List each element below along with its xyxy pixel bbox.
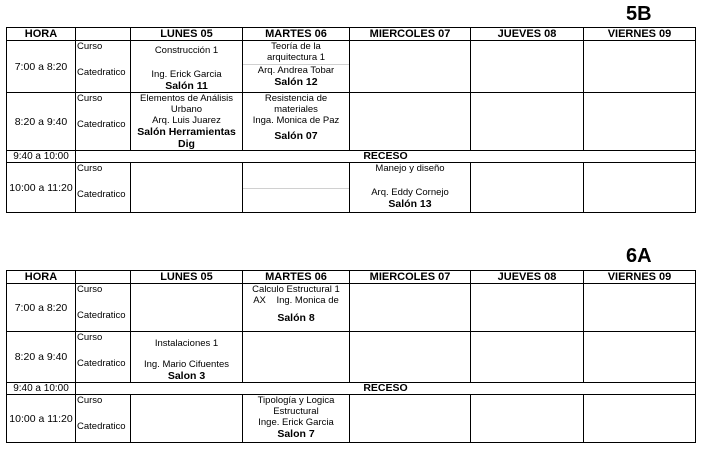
class-cell (243, 41, 350, 93)
teacher-label: Catedratico (77, 421, 126, 432)
course-label: Curso (77, 93, 103, 104)
header-lunes: LUNES 05 (131, 271, 243, 284)
table-row (7, 395, 696, 443)
row-labels (76, 93, 131, 151)
table-row (7, 41, 696, 93)
room-label: Salón Herramientas Dig (137, 126, 236, 150)
table-row (7, 93, 696, 151)
class-cell-empty (584, 284, 696, 332)
class-cell-empty (350, 41, 471, 93)
class-cell (131, 93, 243, 151)
row-labels (76, 163, 131, 213)
course-name-cont: materiales (274, 104, 318, 115)
header-jueves: JUEVES 08 (471, 28, 584, 41)
course-label: Curso (77, 41, 103, 52)
teacher-label: Catedratico (77, 189, 126, 200)
class-cell-empty (243, 332, 350, 383)
class-cell (131, 41, 243, 93)
header-miercoles: MIERCOLES 07 (350, 271, 471, 284)
group-label-6a: 6A (626, 245, 652, 267)
course-label: Curso (77, 395, 103, 406)
class-cell-empty (471, 332, 584, 383)
teacher-name: Arq. Luis Juarez (152, 115, 221, 126)
class-cell-empty (131, 163, 243, 213)
class-cell-empty (471, 41, 584, 93)
class-cell-empty (471, 284, 584, 332)
recess-label: RECESO (76, 383, 696, 395)
class-cell-empty (471, 163, 584, 213)
course-name-cont: Urbano (170, 104, 203, 115)
class-cell (131, 332, 243, 383)
row-labels (76, 284, 131, 332)
teacher-name: Arq. Andrea Tobar (257, 65, 335, 76)
time-cell: 10:00 a 11:20 (7, 163, 76, 213)
header-hora: HORA (7, 271, 76, 284)
header-lunes: LUNES 05 (131, 28, 243, 41)
course-label: Curso (77, 163, 103, 174)
recess-label: RECESO (76, 151, 696, 163)
teacher-name: Inga. Monica de Paz (252, 115, 340, 126)
room-label: Salón 07 (274, 130, 318, 142)
class-cell-empty (584, 332, 696, 383)
row-labels (76, 395, 131, 443)
teacher-name: Ing. Mario Cifuentes (143, 359, 229, 370)
class-cell-empty (243, 163, 350, 213)
teacher-label: Catedratico (77, 119, 126, 130)
header-blank (76, 271, 131, 284)
teacher-name: AX Ing. Monica de (253, 295, 339, 306)
class-cell-empty (350, 93, 471, 151)
recess-row (7, 151, 696, 163)
class-cell-empty (350, 284, 471, 332)
time-cell: 9:40 a 10:00 (7, 151, 76, 163)
schedule-table-6a (6, 270, 696, 443)
group-label-5b: 5B (626, 3, 652, 25)
teacher-name: Arq. Eddy Cornejo (371, 187, 449, 198)
time-cell: 7:00 a 8:20 (7, 284, 76, 332)
time-cell: 8:20 a 9:40 (7, 332, 76, 383)
table-row (7, 163, 696, 213)
teacher-label: Catedratico (77, 358, 126, 369)
header-viernes: VIERNES 09 (584, 28, 696, 41)
class-cell-empty (471, 93, 584, 151)
time-cell: 8:20 a 9:40 (7, 93, 76, 151)
header-martes: MARTES 06 (243, 271, 350, 284)
course-name: Elementos de Análisis (140, 93, 233, 104)
course-name: Manejo y diseño (375, 163, 445, 174)
room-label: Salon 3 (167, 370, 206, 382)
class-cell-empty (584, 395, 696, 443)
schedule-table-5b (6, 27, 696, 213)
class-cell-empty (350, 395, 471, 443)
header-row (7, 271, 696, 284)
class-cell (350, 163, 471, 213)
class-cell-empty (131, 395, 243, 443)
room-label: Salón 12 (274, 76, 318, 88)
room-label: Salon 7 (277, 428, 315, 440)
table-row (7, 284, 696, 332)
class-cell (243, 395, 350, 443)
class-cell-empty (131, 284, 243, 332)
header-martes: MARTES 06 (243, 28, 350, 41)
class-cell-empty (584, 93, 696, 151)
room-label: Salón 13 (388, 198, 432, 210)
room-label: Salón 11 (165, 80, 208, 92)
course-name: Instalaciones 1 (154, 338, 219, 349)
course-name: Teoría de la (271, 41, 321, 52)
time-cell: 7:00 a 8:20 (7, 41, 76, 93)
header-hora: HORA (7, 28, 76, 41)
course-name-cont: arquitectura 1 (266, 52, 326, 63)
course-name: Resistencia de (264, 93, 328, 104)
class-cell-empty (584, 163, 696, 213)
time-cell: 10:00 a 11:20 (7, 395, 76, 443)
recess-row (7, 383, 696, 395)
class-cell-empty (584, 41, 696, 93)
header-miercoles: MIERCOLES 07 (350, 28, 471, 41)
class-cell (243, 93, 350, 151)
course-name-cont: Estructural (273, 406, 319, 417)
course-label: Curso (77, 332, 103, 343)
header-row (7, 28, 696, 41)
class-cell (243, 284, 350, 332)
course-name: Calculo Estructural 1 (252, 284, 340, 295)
teacher-label: Catedratico (77, 67, 126, 78)
row-labels (76, 332, 131, 383)
class-cell-empty (471, 395, 584, 443)
teacher-label: Catedratico (77, 310, 126, 321)
header-viernes: VIERNES 09 (584, 271, 696, 284)
row-labels (76, 41, 131, 93)
header-blank (76, 28, 131, 41)
course-name: Construcción 1 (154, 45, 219, 56)
teacher-name: Ing. Erick Garcia (151, 69, 222, 80)
header-jueves: JUEVES 08 (471, 271, 584, 284)
teacher-name: Inge. Erick Garcia (258, 417, 334, 428)
divider (243, 188, 349, 189)
course-label: Curso (77, 284, 103, 295)
class-cell-empty (350, 332, 471, 383)
time-cell: 9:40 a 10:00 (7, 383, 76, 395)
room-label: Salón 8 (277, 312, 315, 324)
course-name: Tipología y Logica (257, 395, 335, 406)
table-row (7, 332, 696, 383)
